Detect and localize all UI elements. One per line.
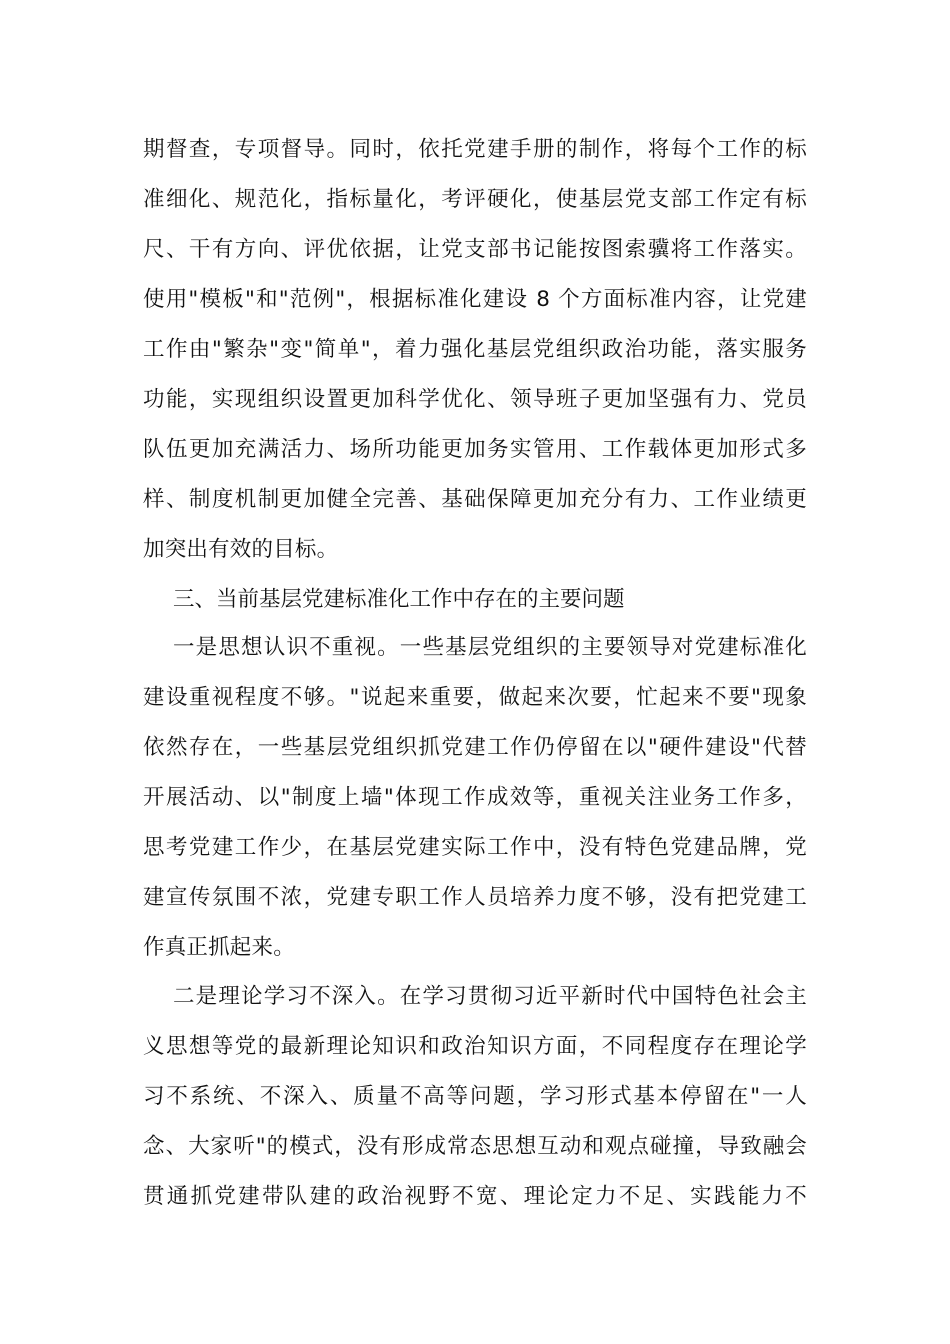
text-line: 样、制度机制更加健全完善、基础保障更加充分有力、工作业绩更 <box>143 487 807 512</box>
text-line: 依然存在，一些基层党组织抓党建工作仍停留在以"硬件建设"代替 <box>143 735 807 760</box>
text-line: 尺、干有方向、评优依据，让党支部书记能按图索骥将工作落实。 <box>143 237 807 262</box>
text-line: 义思想等党的最新理论知识和政治知识方面，不同程度存在理论学 <box>143 1034 807 1059</box>
section-heading: 三、当前基层党建标准化工作中存在的主要问题 <box>173 587 625 612</box>
text-line: 作真正抓起来。 <box>143 935 295 960</box>
text-line: 准细化、规范化，指标量化，考评硬化，使基层党支部工作定有标 <box>143 187 807 212</box>
text-line: 使用"模板"和"范例"，根据标准化建设 8 个方面标准内容，让党建 <box>143 287 807 312</box>
text-line: 二是理论学习不深入。在学习贯彻习近平新时代中国特色社会主 <box>173 984 807 1009</box>
paragraph-ideological-awareness <box>143 623 807 973</box>
text-line: 一是思想认识不重视。一些基层党组织的主要领导对党建标准化 <box>173 635 807 660</box>
paragraph-standardization-measures <box>143 125 807 575</box>
text-line: 建设重视程度不够。"说起来重要，做起来次要，忙起来不要"现象 <box>143 685 807 710</box>
text-line: 队伍更加充满活力、场所功能更加务实管用、工作载体更加形式多 <box>143 437 807 462</box>
text-line: 念、大家听"的模式，没有形成常态思想互动和观点碰撞，导致融会 <box>143 1134 807 1159</box>
paragraph-theory-study <box>143 972 807 1222</box>
text-line: 工作由"繁杂"变"简单"，着力强化基层党组织政治功能，落实服务 <box>143 337 807 362</box>
text-line: 加突出有效的目标。 <box>143 537 339 562</box>
text-line: 建宣传氛围不浓，党建专职工作人员培养力度不够，没有把党建工 <box>143 885 807 910</box>
text-line: 功能，实现组织设置更加科学优化、领导班子更加坚强有力、党员 <box>143 387 807 412</box>
text-line: 习不系统、不深入、质量不高等问题，学习形式基本停留在"一人 <box>143 1084 807 1109</box>
text-line: 思考党建工作少，在基层党建实际工作中，没有特色党建品牌，党 <box>143 835 807 860</box>
text-line: 贯通抓党建带队建的政治视野不宽、理论定力不足、实践能力不 <box>143 1184 807 1209</box>
text-line: 期督查，专项督导。同时，依托党建手册的制作，将每个工作的标 <box>143 137 807 162</box>
text-line: 开展活动、以"制度上墙"体现工作成效等，重视关注业务工作多， <box>143 785 807 810</box>
